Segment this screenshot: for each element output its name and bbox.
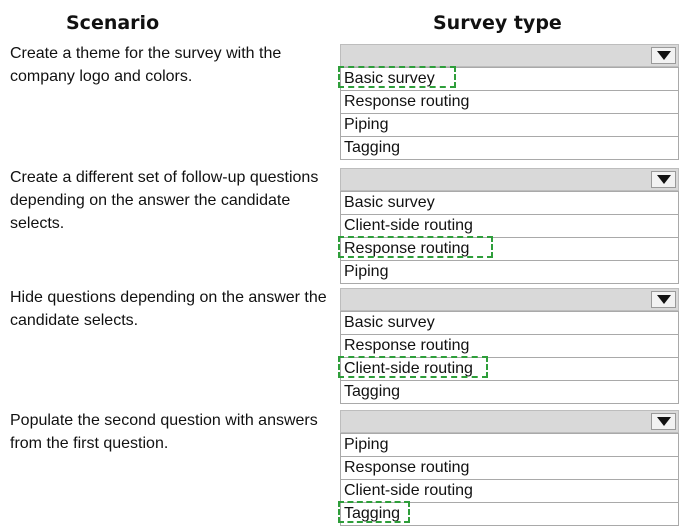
option-label: Client-side routing bbox=[344, 360, 473, 377]
option-label: Piping bbox=[344, 116, 389, 133]
dropdown-option[interactable] bbox=[341, 456, 678, 479]
scenario-text-4: Populate the second question with answers from the first question. bbox=[10, 412, 318, 452]
option-label: Client-side routing bbox=[344, 217, 473, 234]
survey-type-dropdown-4[interactable] bbox=[340, 410, 679, 526]
chevron-down-icon[interactable] bbox=[651, 171, 676, 188]
dropdown-option[interactable] bbox=[341, 113, 678, 136]
dropdown-option[interactable] bbox=[341, 214, 678, 237]
dropdown-header[interactable] bbox=[340, 168, 679, 191]
option-label: Response routing bbox=[344, 337, 470, 354]
option-label: Client-side routing bbox=[344, 482, 473, 499]
scenario-column-header: Scenario bbox=[66, 12, 160, 34]
dropdown-options bbox=[340, 433, 679, 526]
dropdown-option[interactable] bbox=[341, 136, 678, 159]
option-label: Basic survey bbox=[344, 194, 435, 211]
option-label: Response routing bbox=[344, 459, 470, 476]
dropdown-option[interactable] bbox=[341, 334, 678, 357]
option-label: Tagging bbox=[344, 505, 401, 522]
option-label: Response routing bbox=[344, 93, 470, 110]
scenario-text-1: Create a theme for the survey with the company logo and colors. bbox=[10, 45, 282, 85]
option-label: Tagging bbox=[344, 383, 401, 400]
dropdown-option[interactable] bbox=[341, 260, 678, 283]
dropdown-option[interactable] bbox=[341, 67, 678, 90]
dropdown-option[interactable] bbox=[341, 502, 678, 525]
option-label: Tagging bbox=[344, 139, 401, 156]
dropdown-option[interactable] bbox=[341, 90, 678, 113]
option-label: Response routing bbox=[344, 240, 470, 257]
option-label: Piping bbox=[344, 436, 389, 453]
option-label: Basic survey bbox=[344, 70, 435, 87]
chevron-down-icon[interactable] bbox=[651, 47, 676, 64]
option-label: Piping bbox=[344, 263, 389, 280]
dropdown-option[interactable] bbox=[341, 433, 678, 456]
scenario-text-2: Create a different set of follow-up questions depending on the answer the candidate selects. bbox=[10, 169, 319, 232]
dropdown-option[interactable] bbox=[341, 191, 678, 214]
survey-type-column-header: Survey type bbox=[433, 12, 562, 34]
dropdown-options bbox=[340, 191, 679, 284]
dropdown-option[interactable] bbox=[341, 237, 678, 260]
survey-type-dropdown-2[interactable] bbox=[340, 168, 679, 284]
dropdown-options bbox=[340, 311, 679, 404]
dropdown-option[interactable] bbox=[341, 311, 678, 334]
dropdown-option[interactable] bbox=[341, 479, 678, 502]
option-label: Basic survey bbox=[344, 314, 435, 331]
dropdown-header[interactable] bbox=[340, 288, 679, 311]
dropdown-option[interactable] bbox=[341, 357, 678, 380]
chevron-down-icon[interactable] bbox=[651, 291, 676, 308]
dropdown-option[interactable] bbox=[341, 380, 678, 403]
scenario-text-3: Hide questions depending on the answer the candidate selects. bbox=[10, 289, 327, 329]
chevron-down-icon[interactable] bbox=[651, 413, 676, 430]
dropdown-header[interactable] bbox=[340, 44, 679, 67]
dropdown-header[interactable] bbox=[340, 410, 679, 433]
survey-type-dropdown-1[interactable] bbox=[340, 44, 679, 160]
dropdown-options bbox=[340, 67, 679, 160]
survey-type-dropdown-3[interactable] bbox=[340, 288, 679, 404]
